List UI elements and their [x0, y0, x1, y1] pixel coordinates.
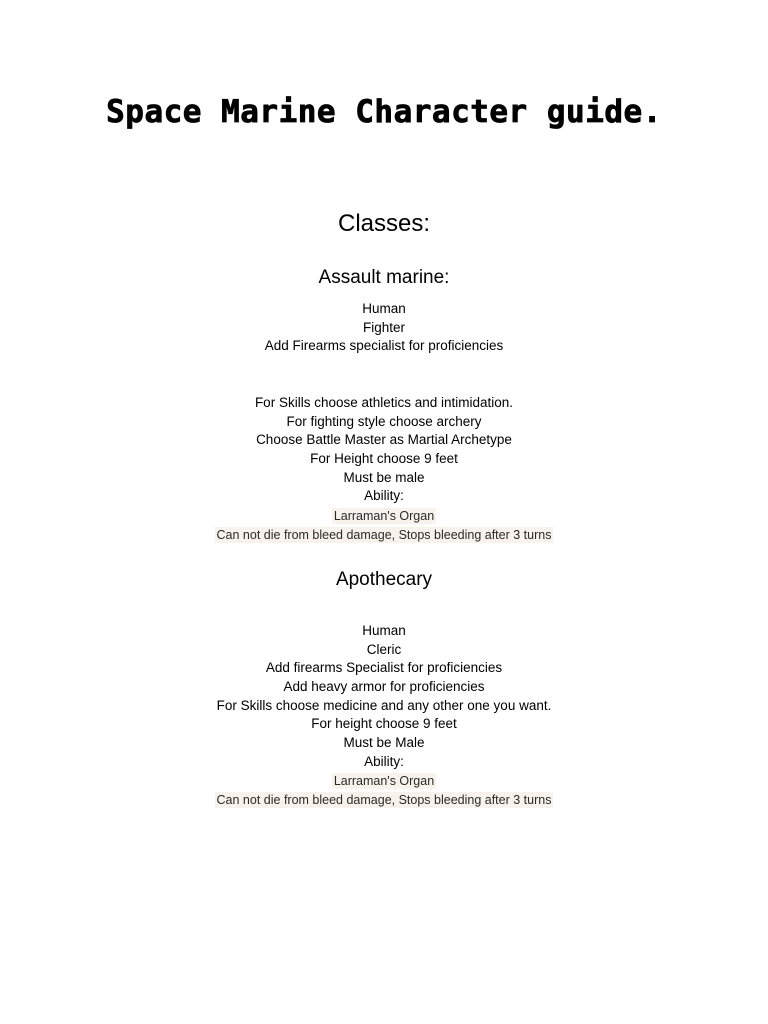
assault-marine-skills: For Skills choose athletics and intimidation.	[254, 395, 514, 410]
assault-marine-proficiency: Add Firearms specialist for proficiencies	[264, 338, 504, 354]
apothecary-ability-label: Ability:	[364, 753, 404, 769]
assault-marine-gender: Must be male	[343, 469, 425, 485]
assault-marine-details	[0, 394, 768, 506]
apothecary-heading: Apothecary	[335, 569, 433, 590]
classes-heading: Classes:	[337, 210, 431, 237]
assault-marine-archetype: Choose Battle Master as Martial Archetype	[256, 432, 512, 448]
assault-marine-heading: Assault marine:	[318, 267, 450, 288]
apothecary-class: Cleric	[366, 641, 402, 657]
apothecary-firearms-proficiency: Add firearms Specialist for proficiencies	[265, 660, 503, 676]
apothecary-armor-proficiency: Add heavy armor for proficiencies	[283, 679, 485, 695]
assault-marine-ability-name: Larraman's Organ	[333, 509, 435, 523]
assault-marine-race: Human	[362, 301, 406, 316]
apothecary-ability-description: Can not die from bleed damage, Stops bleeding after 3 turns	[216, 792, 552, 807]
assault-marine-fighting-style: For fighting style choose archery	[286, 413, 482, 429]
assault-marine-height: For Height choose 9 feet	[310, 451, 458, 467]
assault-marine-ability	[0, 507, 768, 544]
apothecary-details	[0, 622, 768, 772]
apothecary-skills: For Skills choose medicine and any other one you want.	[216, 697, 552, 713]
assault-marine-ability-description: Can not die from bleed damage, Stops bleeding after 3 turns	[216, 527, 552, 542]
apothecary-race: Human	[362, 623, 406, 638]
apothecary-ability	[0, 772, 768, 809]
assault-marine-basics	[0, 300, 768, 356]
apothecary-gender: Must be Male	[343, 735, 425, 751]
assault-marine-class: Fighter	[362, 319, 406, 335]
document-title: Space Marine Character guide.	[106, 94, 662, 130]
apothecary-height: For height choose 9 feet	[311, 716, 457, 732]
apothecary-ability-name: Larraman's Organ	[333, 774, 435, 788]
assault-marine-ability-label: Ability:	[364, 488, 404, 504]
